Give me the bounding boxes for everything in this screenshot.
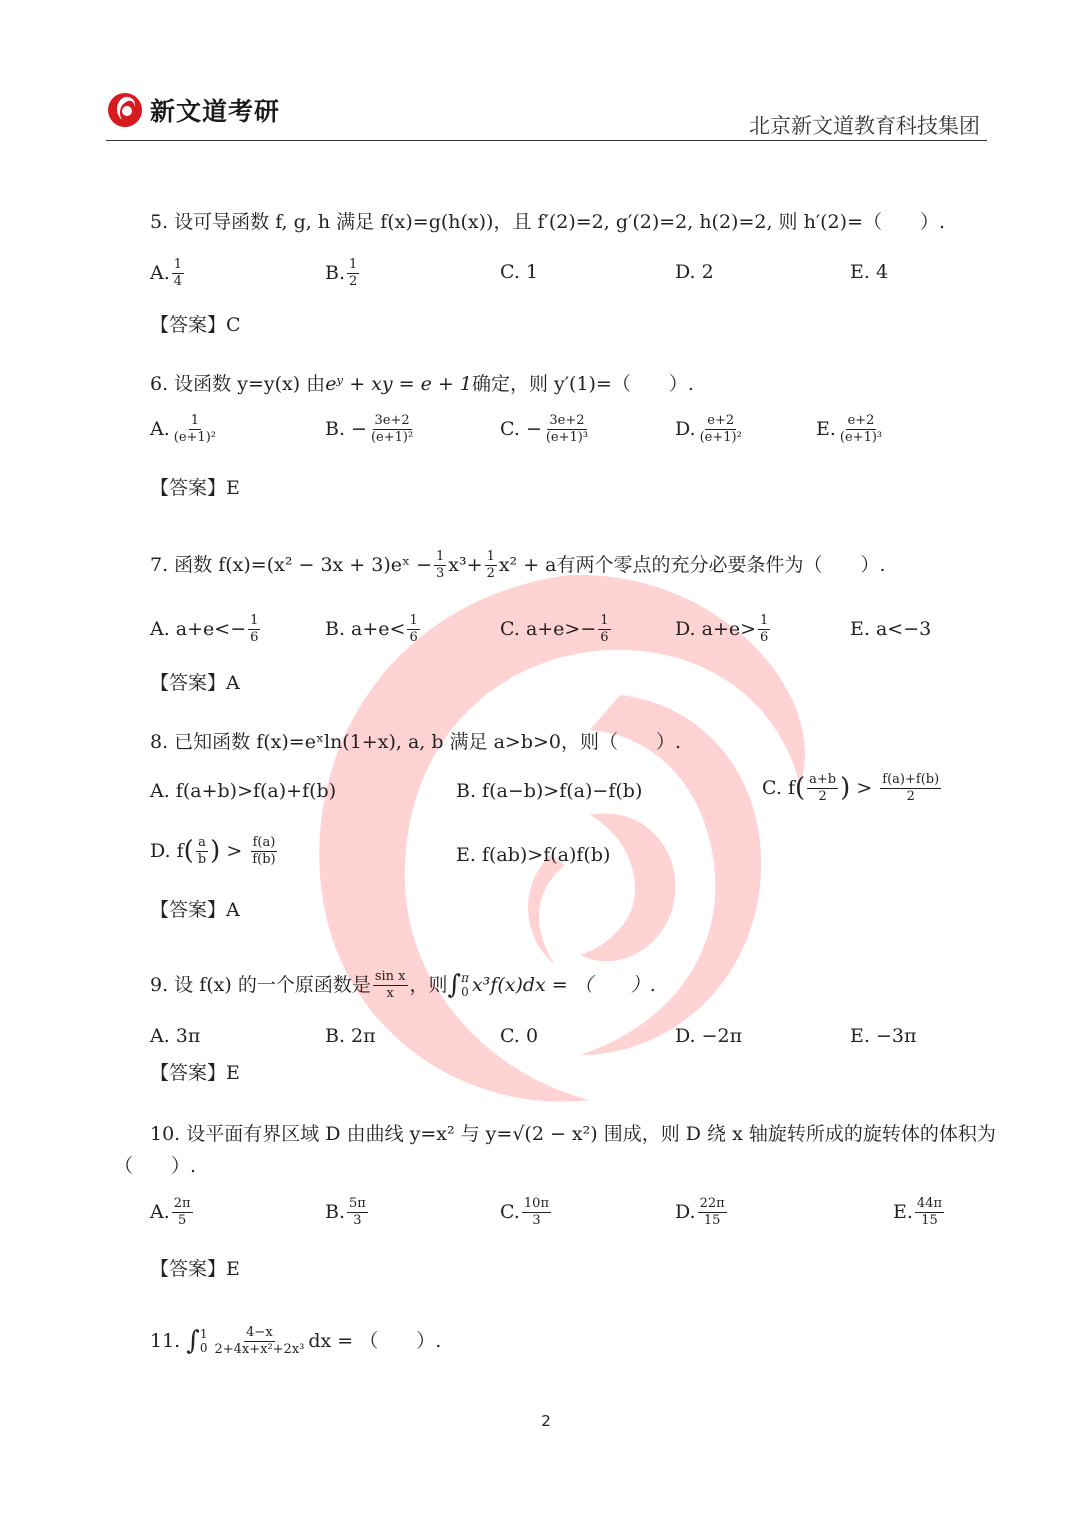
company-name: 北京新文道教育科技集团	[749, 114, 980, 138]
q9-option-d: D. −2π	[675, 1025, 743, 1047]
question-8-text: 8. 已知函数 f(x)=eˣln(1+x), a, b 满足 a>b>0，则（ ）.	[150, 731, 682, 753]
q8-option-c: C. f ( $\frac{a+b}{2}$ ) > $\frac{f(a)+f(b)}{2}$	[762, 772, 940, 804]
logo-text: 新文道考研	[150, 97, 281, 126]
question-5-text: 5. 设可导函数 f, g, h 满足 f(x)=g(h(x))，且 f′(2)=2, g′(2)=2, h(2)=2, 则 h′(2)=（ ）.	[150, 211, 946, 233]
q9-answer: 【答案】E	[150, 1062, 240, 1084]
question-6-text: 6. 设函数 y=y(x) 由eʸ + xy = e + 1确定，则 y′(1)=（ ）.	[150, 373, 694, 395]
q5-option-b	[325, 258, 361, 288]
q10-option-d: D. $\frac{22\pi}{15}$	[675, 1196, 725, 1228]
q9-option-a: A. 3π	[150, 1025, 201, 1047]
q5-option-a	[150, 258, 186, 288]
brand-logo	[106, 90, 280, 130]
q5-option-a-fraction: $\frac{1}{4}$	[173, 257, 183, 289]
q8-option-a: A. f(a+b)>f(a)+f(b)	[150, 780, 337, 802]
q5-option-a-label: A.	[150, 261, 170, 284]
q5-option-d: D. 2	[675, 261, 714, 283]
q8-option-e: E. f(ab)>f(a)f(b)	[456, 844, 611, 866]
question-10-text: 10. 设平面有界区域 D 由曲线 y=x² 与 y=√(2 − x²) 围成，则 D 绕 x 轴旋转所成的旋转体的体积为	[150, 1123, 996, 1145]
q5-option-b-fraction: $\frac{1}{2}$	[349, 257, 358, 289]
question-10-text-cont: （ ）.	[114, 1155, 197, 1177]
q7-option-d: D. a+e> $\frac{1}{6}$	[675, 613, 769, 645]
q5-option-c: C. 1	[500, 261, 539, 283]
q8-answer: 【答案】A	[150, 899, 240, 921]
q7-option-a: A. a+e<− $\frac{1}{6}$	[150, 613, 259, 645]
q6-option-c: C. − $\frac{3e+2}{\text{(e+1)³}}$	[500, 413, 589, 445]
q10-answer: 【答案】E	[150, 1258, 240, 1280]
question-9-text: 9. 设 f(x) 的一个原函数是 $\frac{\text{sin x}}{x}$ ，则 ∫ π 0 x³f(x)dx = （ ）.	[150, 969, 656, 1001]
q6-option-b: B. − $\frac{3e+2}{\text{(e+1)²}}$	[325, 413, 414, 445]
q5-answer: 【答案】C	[150, 314, 241, 336]
q10-option-e: E. $\frac{44\pi}{15}$	[893, 1196, 943, 1228]
q6-answer: 【答案】E	[150, 477, 240, 499]
q6-option-d: D. $\frac{e+2}{\text{(e+1)²}}$	[675, 413, 742, 445]
q9-option-e: E. −3π	[850, 1025, 917, 1047]
q7-option-e: E. a<−3	[850, 618, 932, 640]
page-number: 2	[541, 1412, 551, 1430]
q9-option-c: C. 0	[500, 1025, 539, 1047]
q10-option-b: B. $\frac{5\pi}{3}$	[325, 1196, 366, 1228]
q8-option-b: B. f(a−b)>f(a)−f(b)	[456, 780, 643, 802]
q10-option-c: C. $\frac{10\pi}{3}$	[500, 1196, 549, 1228]
q9-option-b: B. 2π	[325, 1025, 376, 1047]
question-7-text: 7. 函数 f(x)=(x² − 3x + 3)eˣ − $\frac{1}{3}$ x³+ $\frac{1}{2}$ x² + a 有两个零点的充分必要条件为（ ）.	[150, 549, 886, 581]
question-11-text: 11. ∫ 1 0 $\frac{4-x}{\text{2+4x+x²+2x³}}$ dx = （ ）.	[150, 1325, 442, 1357]
q6-option-a: A. $\frac{1}{\text{(e+1)²}}$	[150, 413, 216, 445]
q8-option-d: D. f ( $\frac{a}{b}$ ) > $\frac{f(a)}{f(b)}$	[150, 835, 276, 867]
q6-option-e: E. $\frac{e+2}{\text{(e+1)³}}$	[816, 413, 883, 445]
q7-answer: 【答案】A	[150, 672, 240, 694]
phoenix-logo-icon	[106, 91, 144, 129]
header-divider	[106, 140, 987, 141]
q5-option-b-label: B.	[325, 261, 346, 284]
q5-option-e: E. 4	[850, 261, 889, 283]
q7-option-b: B. a+e< $\frac{1}{6}$	[325, 613, 418, 645]
q10-option-a: A. $\frac{2\pi}{5}$	[150, 1196, 191, 1228]
q7-option-c: C. a+e>− $\frac{1}{6}$	[500, 613, 609, 645]
